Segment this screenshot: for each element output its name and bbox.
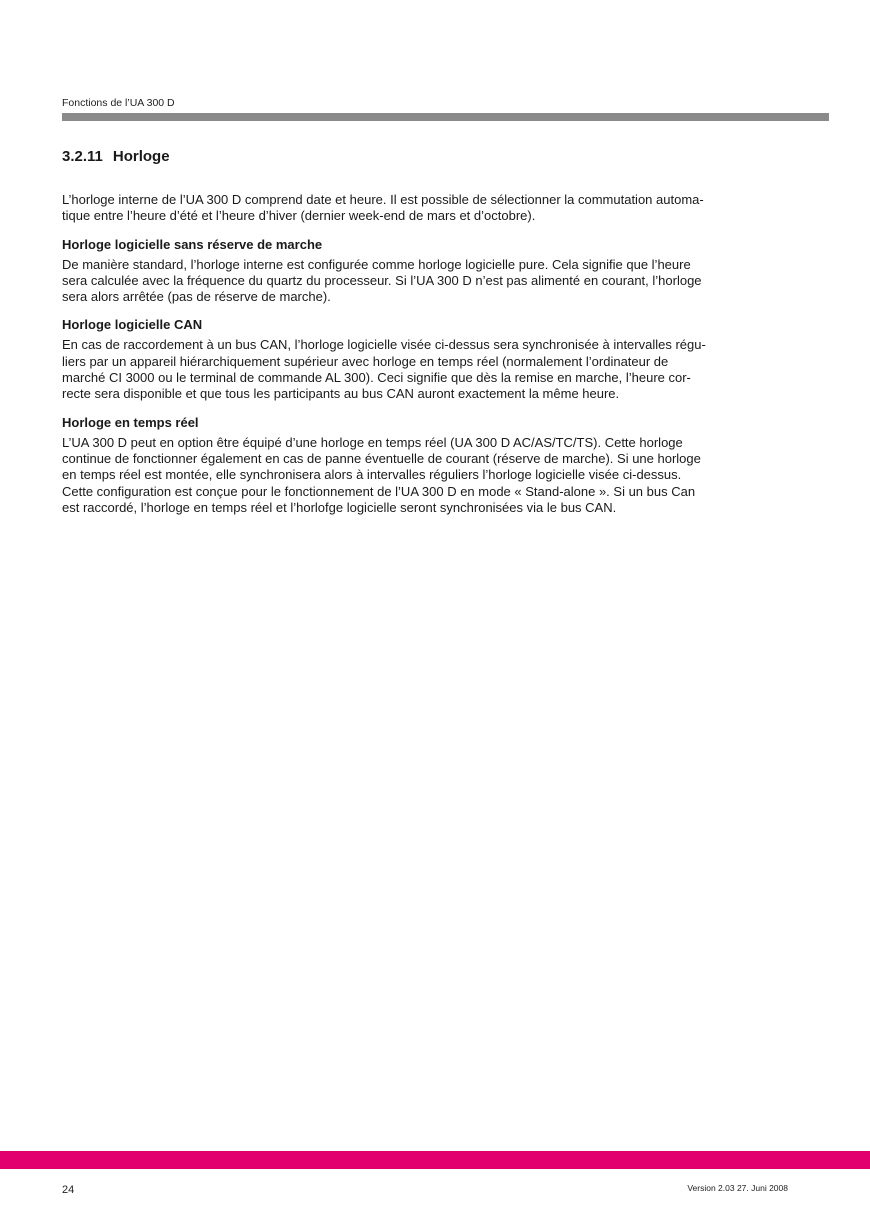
running-header-title: Fonctions de l’UA 300 D xyxy=(62,97,175,109)
paragraph-line: sera alors arrêtée (pas de réserve de marche). xyxy=(62,289,331,305)
paragraph-line: sera calculée avec la fréquence du quartz du processeur. Si l’UA 300 D n’est pas alimenté en courant, l’horloge xyxy=(62,272,702,288)
subsection-heading: Horloge logicielle sans réserve de marche xyxy=(62,236,323,252)
version-date: Version 2.03 27. Juni 2008 xyxy=(687,1183,788,1193)
paragraph-line: continue de fonctionner également en cas de panne éventuelle de courant (réserve de marche). Si une horloge xyxy=(62,450,701,466)
paragraph-line: L’UA 300 D peut en option être équipé d’une horloge en temps réel (UA 300 D AC/AS/TC/TS). Cette horloge xyxy=(62,434,683,450)
subsection-heading: Horloge en temps réel xyxy=(62,414,199,430)
subsection-can-clock xyxy=(62,317,792,402)
paragraph-line: En cas de raccordement à un bus CAN, l’horloge logicielle visée ci-dessus sera synchronisée à intervalles régu- xyxy=(62,337,706,353)
page-number: 24 xyxy=(62,1184,75,1196)
subsection-realtime-clock xyxy=(62,415,792,516)
paragraph-line: liers par un appareil hiérarchiquement supérieur avec horloge en temps réel (normalement l’ordinateur de xyxy=(62,353,669,369)
section-title: Horloge xyxy=(112,148,170,165)
subsection-software-clock xyxy=(62,237,792,306)
intro-paragraph xyxy=(62,192,792,225)
paragraph-line: De manière standard, l’horloge interne est configurée comme horloge logicielle pure. Cela signifie que l’heure xyxy=(62,256,691,272)
header-rule xyxy=(62,113,829,121)
paragraph-line: Cette configuration est conçue pour le fonctionnement de l’UA 300 D en mode « Stand-alone ». Si un bus Can xyxy=(62,483,696,499)
paragraph-line: marché CI 3000 ou le terminal de commande AL 300). Ceci signifie que dès la remise en marche, l’heure cor- xyxy=(62,370,691,386)
footer-band xyxy=(0,1151,870,1169)
section-heading xyxy=(62,148,792,165)
subsection-paragraph xyxy=(62,337,792,402)
intro-line: L’horloge interne de l’UA 300 D comprend date et heure. Il est possible de sélectionner la commutation automa- xyxy=(62,192,704,207)
subsection-paragraph xyxy=(62,257,792,306)
subsection-paragraph xyxy=(62,435,792,516)
paragraph-line: recte sera disponible et que tous les participants au bus CAN auront exactement la même heure. xyxy=(62,386,620,402)
page-content xyxy=(62,148,792,528)
section-number: 3.2.11 xyxy=(62,148,103,165)
paragraph-line: est raccordé, l’horloge en temps réel et l’horlofge logicielle seront synchronisées via le bus CAN. xyxy=(62,499,617,515)
subsection-heading: Horloge logicielle CAN xyxy=(62,317,203,333)
paragraph-line: en temps réel est montée, elle synchronisera alors à intervalles réguliers l’horloge logicielle visée ci-dessus. xyxy=(62,467,682,483)
intro-line: tique entre l’heure d’été et l’heure d’hiver (dernier week-end de mars et d’octobre). xyxy=(62,208,536,224)
